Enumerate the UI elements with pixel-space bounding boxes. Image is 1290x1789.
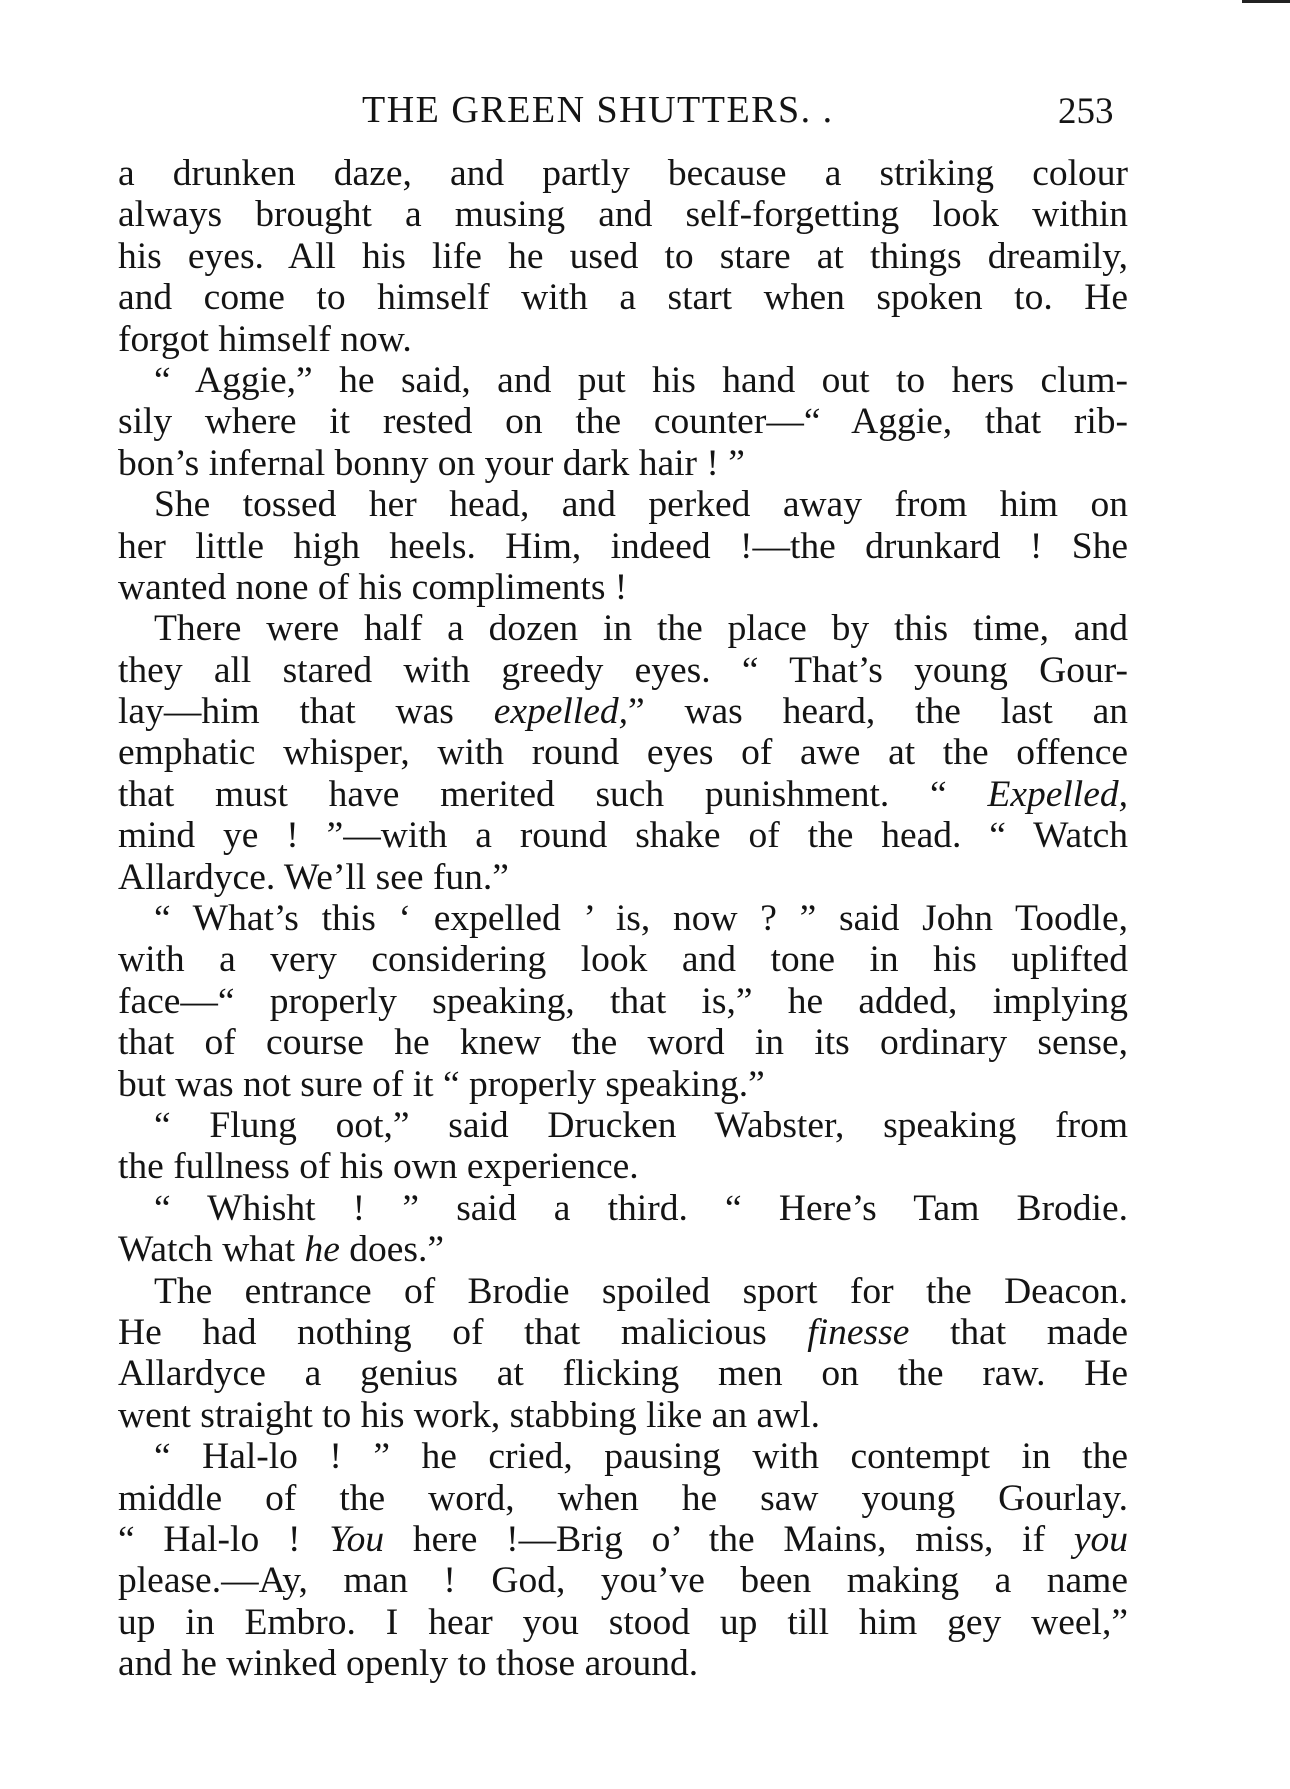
text-line: wanted none of his compliments ! <box>118 566 628 608</box>
text-line: There were half a dozen in the place by this time, and <box>154 608 1128 650</box>
text-line: but was not sure of it “ properly speaking.” <box>118 1063 765 1105</box>
text-line: that of course he knew the word in its ordinary sense, <box>118 1022 1128 1064</box>
text-line: forgot himself now. <box>118 318 412 360</box>
text-line: they all stared with greedy eyes. “ That’s young Gour- <box>118 649 1128 691</box>
text-line: went straight to his work, stabbing like an awl. <box>118 1394 820 1436</box>
text-line: Watch what he does.” <box>118 1229 445 1271</box>
corner-rule <box>1242 0 1290 3</box>
text-line: please.—Ay, man ! God, you’ve been making a name <box>118 1560 1128 1602</box>
text-line: a drunken daze, and partly because a striking colour <box>118 153 1128 194</box>
text-line: “ What’s this ‘ expelled ’ is, now ? ” said John Toodle, <box>154 898 1128 940</box>
text-line: Allardyce a genius at flicking men on the raw. He <box>118 1353 1128 1395</box>
text-line: “ Aggie,” he said, and put his hand out to hers clum- <box>154 359 1128 401</box>
text-line: “ Whisht ! ” said a third. “ Here’s Tam Brodie. <box>154 1187 1128 1229</box>
text-line: Allardyce. We’ll see fun.” <box>118 856 509 898</box>
body-text <box>118 153 1128 1684</box>
text-line: The entrance of Brodie spoiled sport for the Deacon. <box>154 1270 1128 1312</box>
page-number: 253 <box>1058 91 1114 132</box>
text-line: “ Hal-lo ! You here !—Brig o’ the Mains, miss, if you <box>118 1518 1128 1560</box>
text-line: that must have merited such punishment. “ Expelled, <box>118 773 1128 815</box>
text-line: up in Embro. I hear you stood up till him gey weel,” <box>118 1601 1128 1643</box>
text-line: “ Flung oot,” said Drucken Wabster, speaking from <box>154 1104 1128 1146</box>
text-line: She tossed her head, and perked away from him on <box>154 484 1128 526</box>
text-line: bon’s infernal bonny on your dark hair ! ” <box>118 442 745 484</box>
text-line: lay—him that was expelled,” was heard, the last an <box>118 691 1129 733</box>
text-line: his eyes. All his life he used to stare at things dreamily, <box>118 235 1128 277</box>
running-head <box>0 88 1290 132</box>
text-line: and come to himself with a start when spoken to. He <box>118 277 1128 319</box>
text-line: always brought a musing and self-forgetting look within <box>118 194 1128 236</box>
text-line: middle of the word, when he saw young Gourlay. <box>118 1477 1128 1519</box>
running-head-title: THE GREEN SHUTTERS. . <box>362 89 834 131</box>
text-line: sily where it rested on the counter—“ Aggie, that rib- <box>118 401 1128 443</box>
text-line: face—“ properly speaking, that is,” he added, implying <box>118 980 1128 1022</box>
text-line: emphatic whisper, with round eyes of awe at the offence <box>118 732 1128 774</box>
text-line: “ Hal-lo ! ” he cried, pausing with contempt in the <box>154 1436 1128 1478</box>
text-line: with a very considering look and tone in his uplifted <box>118 939 1128 981</box>
text-line: the fullness of his own experience. <box>118 1146 639 1188</box>
text-line: mind ye ! ”—with a round shake of the head. “ Watch <box>118 815 1128 857</box>
text-line: and he winked openly to those around. <box>118 1643 699 1685</box>
text-line: He had nothing of that malicious finesse that made <box>118 1311 1128 1353</box>
text-line: her little high heels. Him, indeed !—the drunkard ! She <box>118 525 1128 567</box>
